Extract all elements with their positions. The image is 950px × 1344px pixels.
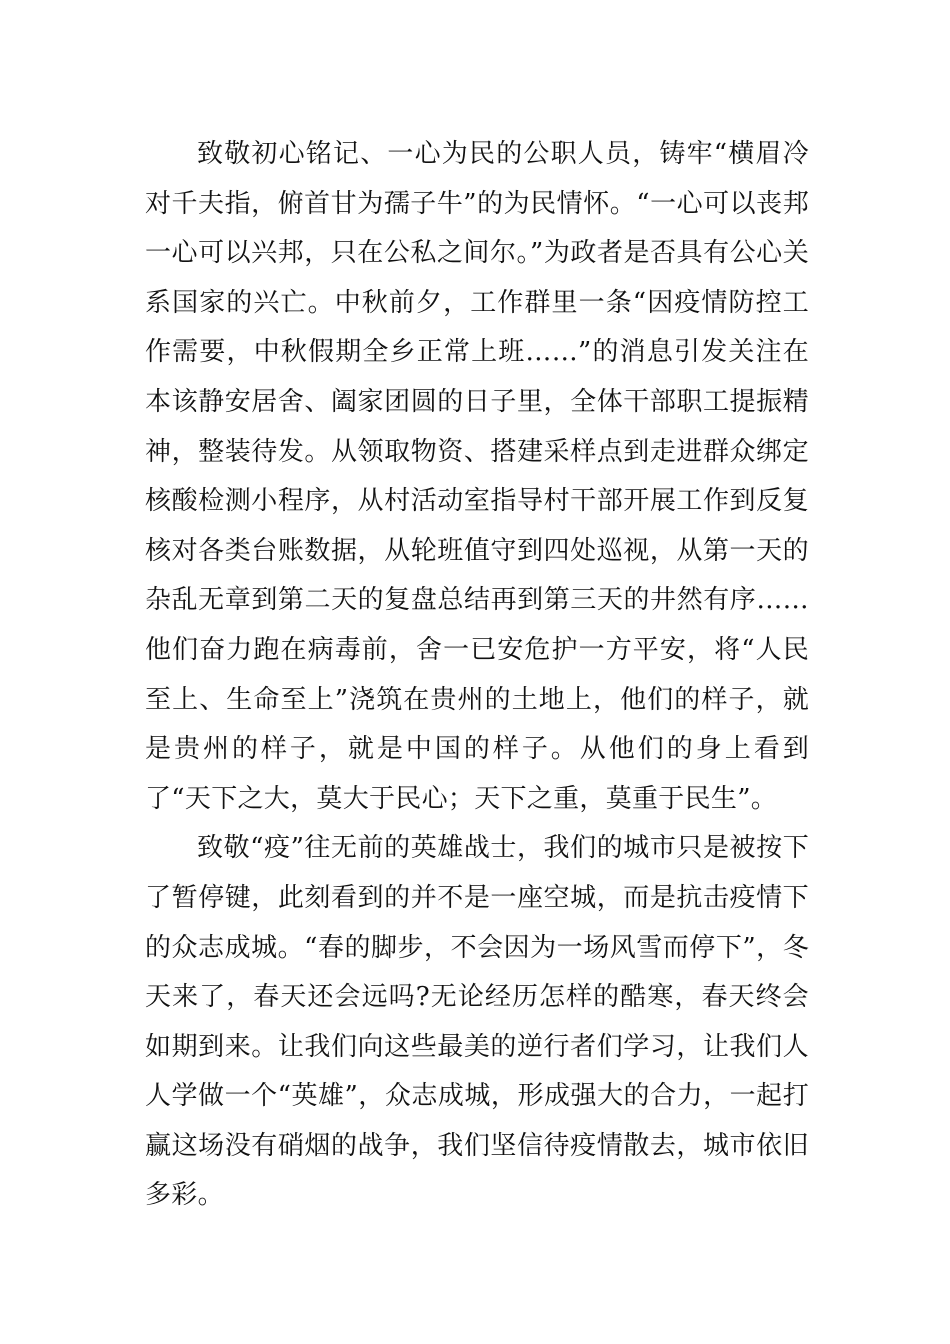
paragraph-tribute-heroes: 致敬“疫”往无前的英雄战士，我们的城市只是被按下了暂停键，此刻看到的并不是一座空城，而是抗击疫情下的众志成城。“春的脚步，不会因为一场风雪而停下”，冬天来了，春天还会远吗?无论经历怎样的酷寒，春天终会如期到来。让我们向这些最美的逆行者们学习，让我们人人学做一个“英雄”，众志成城，形成强大的合力，一起打赢这场没有硝烟的战争，我们坚信待疫情散去，城市依旧多彩。 <box>145 833 809 1211</box>
paragraph-tribute-officials: 致敬初心铭记、一心为民的公职人员，铸牢“横眉冷对千夫指，俯首甘为孺子牛”的为民情怀。“一心可以丧邦一心可以兴邦，只在公私之间尔。”为政者是否具有公心关系国家的兴亡。中秋前夕，工作群里一条“因疫情防控工作需要，中秋假期全乡正常上班……”的消息引发关注在本该静安居舍、阖家团圆的日子里，全体干部职工提振精神，整装待发。从领取物资、搭建采样点到走进群众绑定核酸检测小程序，从村活动室指导村干部开展工作到反复核对各类台账数据，从轮班值守到四处巡视，从第一天的杂乱无章到第二天的复盘总结再到第三天的井然有序……他们奋力跑在病毒前，舍一已安危护一方平安，将“人民至上、生命至上”浇筑在贵州的土地上，他们的样子，就是贵州的样子，就是中国的样子。从他们的身上看到了“天下之大，莫大于民心；天下之重，莫重于民生”。 <box>145 139 809 814</box>
document-body <box>145 130 809 1221</box>
